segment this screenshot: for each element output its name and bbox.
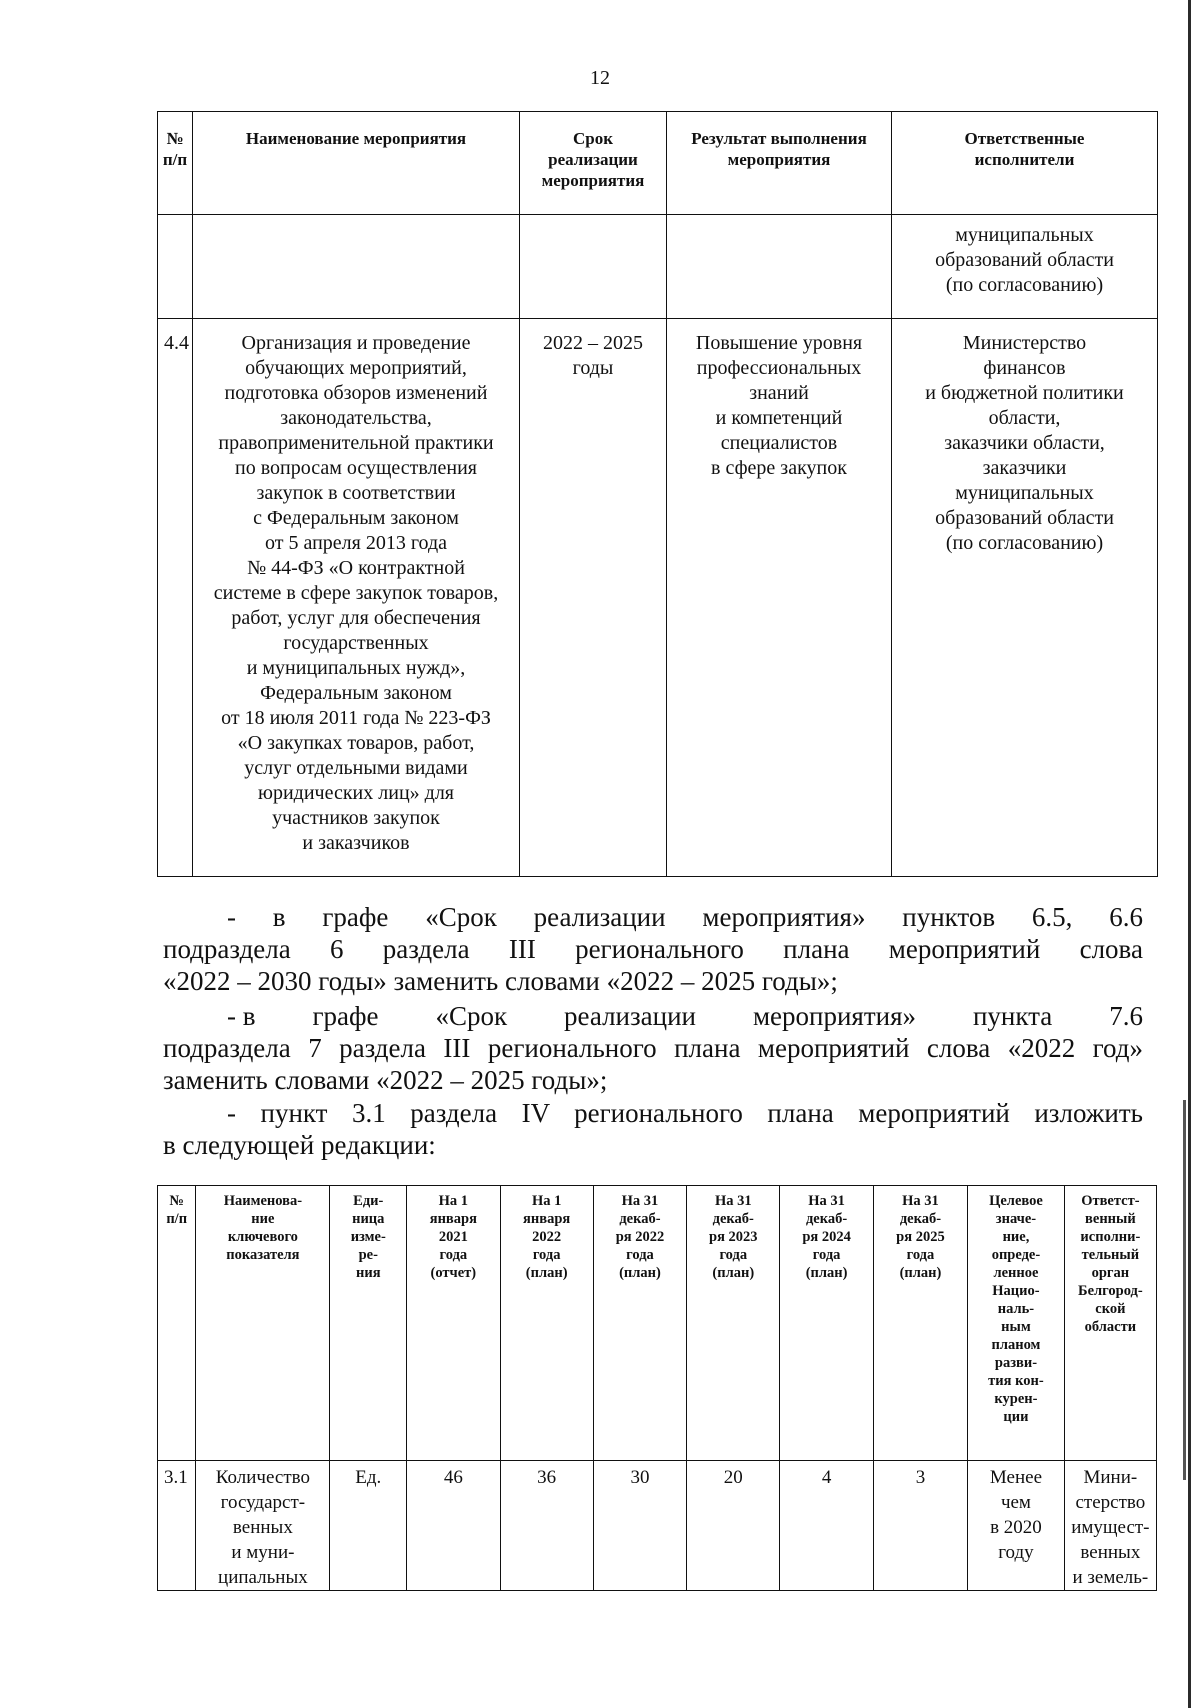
word: графе [322,902,389,932]
text-line: Организация и проведение [241,332,471,354]
text-line: услуг отдельными видами [244,757,468,779]
text-line: ции [1003,1409,1029,1425]
table-header-row [158,1186,1157,1461]
word: мероприятий [888,934,1041,964]
cell-number: 4.4 [158,319,193,877]
key-indicators-table [157,1185,1157,1591]
text-line: (план) [712,1265,755,1281]
cell-responsible [892,215,1158,319]
text-line: профессиональных [696,357,862,379]
page-number: 12 [590,67,610,89]
word: реализации [564,1001,697,1031]
text-line: венных [1080,1542,1141,1563]
text-line: изме- [350,1229,386,1245]
text-line: года [812,1247,841,1263]
word: слова [1079,934,1143,964]
text-line: исполни- [1080,1229,1141,1245]
text-line: На 1 [438,1193,469,1209]
text-line: декаб- [619,1211,661,1227]
word: мероприятия» [702,902,866,932]
text-line: ципальных [218,1567,308,1588]
text-line: Наименова- [223,1193,303,1209]
header-number [158,112,193,215]
cell-term [520,319,667,877]
text-line: № [169,1193,184,1209]
text-line: орган [1091,1265,1130,1281]
cell-measure-name [193,215,520,319]
cell-2023: 20 [687,1461,780,1591]
text-line: опреде- [991,1247,1041,1263]
paragraph-line: подраздела 7 раздела III регионального плана мероприятий слова «2022 год» [163,1033,1143,1063]
paragraph-line [163,933,1143,965]
text-line: (отчет) [430,1265,477,1281]
word: 6 [330,934,344,964]
text-line: Мини- [1083,1467,1138,1488]
text-line: и компетенций [715,407,843,429]
text-line: государст- [220,1492,306,1513]
text-line: Срок [572,129,614,148]
text-line: 2021 [438,1229,468,1245]
text-line: Министерство [962,332,1087,354]
text-line: На 31 [621,1193,659,1209]
text-line: ря 2024 [802,1229,851,1245]
text-line: На 31 [902,1193,939,1209]
text-line: венный [1085,1211,1136,1227]
header-indicator-name [196,1186,330,1461]
cell-2021: 46 [407,1461,500,1591]
text-line: с Федеральным законом [253,507,459,529]
text-line: государственных [283,632,429,654]
amendment-paragraph-1 [163,901,1143,997]
text-line: ключевого [227,1229,298,1245]
header-2021-report [407,1186,500,1461]
text-line: На 1 [531,1193,562,1209]
text-line: (по согласованию) [945,532,1104,554]
word: плана [783,934,850,964]
word: 6.6 [1109,902,1143,932]
text-line: года [626,1247,654,1263]
text-line: ние, [1002,1229,1030,1245]
paragraph-line: «2022 – 2030 годы» заменить словами «2022 – 2025 годы»; [163,966,838,996]
header-2024-plan [780,1186,873,1461]
word: графе [312,1001,379,1031]
header-responsible [892,112,1158,215]
text-line: Ответственные [964,129,1085,148]
word: 7.6 [1109,1001,1143,1031]
paragraph-line [163,901,1143,933]
header-responsible-body [1064,1186,1156,1461]
text-line: курен- [994,1391,1038,1407]
text-line: в 2020 [990,1517,1042,1538]
cell-indicator-name [196,1461,330,1591]
text-line: Результат выполнения [691,129,867,148]
word: подраздела [163,934,291,964]
text-line: Целевое [989,1193,1043,1209]
word: - в [227,1001,256,1031]
header-2022-jan-plan [500,1186,593,1461]
cell-2024: 4 [780,1461,873,1591]
word: «Срок [425,902,497,932]
text-line: тия кон- [988,1373,1044,1389]
text-line: образований области [935,507,1114,529]
text-line: ской [1095,1301,1126,1317]
text-line: ре- [358,1247,378,1263]
cell-result [667,319,892,877]
text-line: области [1084,1319,1137,1335]
text-line: специалистов [720,432,838,454]
table-header-row [158,112,1158,215]
text-line: подготовка обзоров изменений [224,382,488,404]
word: мероприятия» [752,1001,917,1031]
text-line: (план) [805,1265,848,1281]
cell-measure-name [193,319,520,877]
text-line: реализации [548,150,638,169]
text-line: ря 2022 [615,1229,665,1245]
text-line: и муниципальных нужд», [246,657,466,679]
text-line: На 31 [714,1193,752,1209]
text-line: заказчики области, [944,432,1105,454]
text-line: Менее [989,1467,1043,1488]
text-line: января [429,1211,477,1227]
text-line: муниципальных [955,224,1094,246]
text-line: области, [988,407,1061,429]
paragraph-line [163,1000,1143,1032]
text-line: участников закупок [272,807,440,829]
header-number [158,1186,196,1461]
text-line: по вопросам осуществления [234,457,477,479]
table-row [158,319,1158,877]
text-line: Нацио- [992,1283,1040,1299]
cell-number [158,215,193,319]
text-line: № 44-ФЗ «О контрактной [247,557,465,579]
text-line: и заказчиков [302,832,410,854]
word: «Срок [435,1001,508,1031]
cell-result [667,215,892,319]
text-line: финансов [983,357,1066,379]
text-line: декаб- [712,1211,754,1227]
text-line: образований области [935,249,1114,271]
text-line: и земель- [1072,1567,1149,1588]
text-line: стерство [1075,1492,1146,1513]
text-line: На 31 [808,1193,845,1209]
scan-edge-line [1188,0,1191,1708]
text-line: мероприятия [541,171,645,190]
text-line: исполнители [974,150,1075,169]
text-line: чем [1000,1492,1031,1513]
text-line: заказчики [982,457,1067,479]
text-line: Количество [215,1467,310,1488]
text-line: правоприменительной практики [218,432,494,454]
text-line: от 18 июля 2011 года № 223-ФЗ [221,707,491,729]
header-2025-plan [873,1186,967,1461]
cell-number: 3.1 [158,1461,196,1591]
cell-target [968,1461,1065,1591]
text-line: и бюджетной политики [925,382,1124,404]
text-line: (по согласованию) [945,274,1104,296]
text-line: планом [991,1337,1041,1353]
header-result [667,112,892,215]
text-line: ленное [993,1265,1039,1281]
text-line: ным [1001,1319,1031,1335]
text-line: ница [352,1211,385,1227]
text-line: ния [355,1265,381,1281]
text-line: разви- [994,1355,1038,1371]
text-line: годы [572,357,614,379]
text-line: (план) [525,1265,568,1281]
cell-term [520,215,667,319]
paragraph-line: в следующей редакции: [163,1130,436,1160]
text-line: года [906,1247,935,1263]
text-line: венных [232,1517,293,1538]
word: пункта [972,1001,1053,1031]
text-line: закупок в соответствии [256,482,456,504]
cell-responsible [892,319,1158,877]
text-line: (план) [619,1265,661,1281]
text-line: от 5 апреля 2013 года [264,532,448,554]
word: 6.5, [1031,902,1073,932]
text-line: тельный [1081,1247,1140,1263]
header-term [520,112,667,215]
text-line: Ответст- [1081,1193,1140,1209]
word: раздела [382,934,470,964]
text-line: показателя [226,1247,300,1263]
word: в [272,902,286,932]
header-2023-plan [687,1186,780,1461]
text-line: юридических лиц» для [258,782,454,804]
cell-responsible [1064,1461,1156,1591]
header-2022-dec-plan [593,1186,686,1461]
text-line: п/п [166,1211,188,1227]
cell-2022-dec: 30 [593,1461,686,1591]
cell-unit: Ед. [330,1461,407,1591]
text-line: ние [251,1211,275,1227]
amendment-paragraph-3 [163,1097,1143,1161]
text-line: году [998,1542,1034,1563]
text-line: имущест- [1071,1517,1150,1538]
text-line: года [532,1247,561,1263]
text-line: года [439,1247,468,1263]
paragraph-line: заменить словами «2022 – 2025 годы»; [163,1065,608,1095]
text-line: января [523,1211,571,1227]
cell-2022-jan: 36 [500,1461,593,1591]
header-target-value [968,1186,1065,1461]
text-line: № [166,129,184,148]
text-line: декаб- [805,1211,848,1227]
text-line: 2022 [532,1229,562,1245]
text-line: знаний [749,382,809,404]
table-row [158,1461,1157,1591]
text-line: года [719,1247,748,1263]
paragraph-line: - пункт 3.1 раздела IV регионального плана мероприятий изложить [227,1098,1143,1128]
measures-table [157,111,1158,877]
word: реализации [533,902,666,932]
text-line: в сфере закупок [711,457,847,479]
text-line: муниципальных [955,482,1094,504]
text-line: мероприятия [727,150,831,169]
scan-edge-line [1183,1100,1186,1480]
text-line: ря 2025 [896,1229,945,1245]
text-line: Наименование мероприятия [245,129,467,148]
header-measure-name [193,112,520,215]
text-line: декаб- [899,1211,942,1227]
text-line: работ, услуг для обеспечения [231,607,481,629]
text-line: Белгород- [1078,1283,1143,1299]
text-line: системе в сфере закупок товаров, [213,582,499,604]
header-unit [330,1186,407,1461]
text-line: и муни- [231,1542,295,1563]
text-line: обучающих мероприятий, [245,357,467,379]
text-line: законодательства, [280,407,432,429]
text-line: Повышение уровня [695,332,863,354]
amendment-paragraph-2 [163,1000,1143,1096]
word: пунктов [902,902,996,932]
word: III [508,934,536,964]
text-line: (план) [899,1265,942,1281]
text-line: значе- [995,1211,1037,1227]
text-line: наль- [997,1301,1035,1317]
table-row [158,215,1158,319]
text-line: 2022 – 2025 [543,332,643,354]
cell-2025: 3 [873,1461,967,1591]
text-line: Еди- [353,1193,384,1209]
text-line: п/п [162,150,188,169]
text-line: Федеральным законом [260,682,452,704]
text-line: ря 2023 [709,1229,758,1245]
word: регионального [575,934,744,964]
text-line: «О закупках товаров, работ, [237,732,475,754]
word: - [227,902,236,932]
